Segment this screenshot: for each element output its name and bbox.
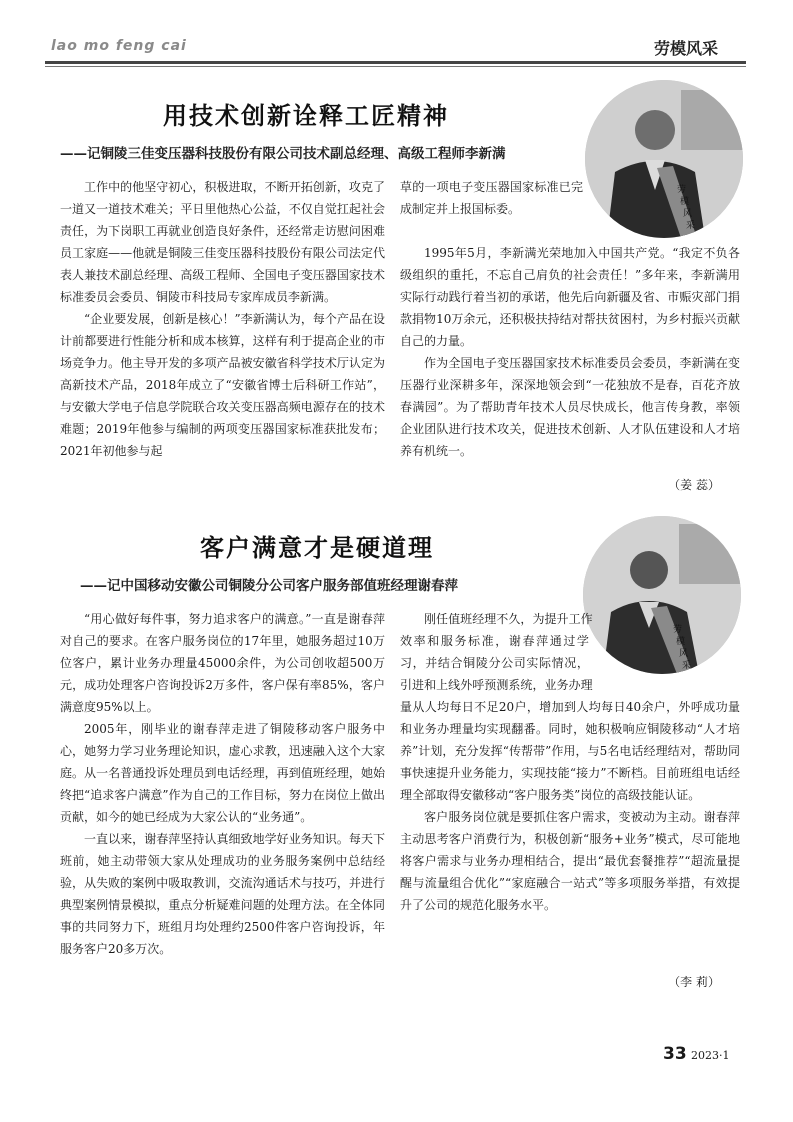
article1-column-right-top (400, 176, 583, 220)
sash-char: 劳 (673, 625, 683, 635)
article1-subtitle: ——记铜陵三佳变压器科技股份有限公司技术副总经理、高级工程师李新满 (60, 146, 506, 162)
article1-column-left (60, 176, 385, 462)
article2-title: 客户满意才是硬道理 (200, 534, 434, 562)
sash-char: 采 (686, 221, 696, 231)
header-rule-thin (45, 66, 746, 67)
article2-column-right (400, 608, 740, 916)
sash-char: 模 (680, 197, 690, 207)
sash-char: 采 (682, 661, 692, 671)
sash-char: 模 (676, 637, 686, 647)
paragraph: 作为全国电子变压器国家技术标准委员会委员，李新满在变压器行业深耕多年，深深地领会到“一花独放不是春，百花齐放春满园”。为了帮助青年技术人员尽快成长，他言传身教，率领企业团队进行技术攻关，促进技术创新、人才队伍建设和人才培养有机统一。 (400, 356, 740, 458)
article1-author: （姜 蕊） (668, 478, 720, 492)
issue-number: 2023·1 (691, 1049, 730, 1062)
sash-char: 风 (683, 209, 693, 219)
paragraph: “企业要发展，创新是核心！”李新满认为，每个产品在设计前都要进行性能分析和成本核算，这样有利于提高企业的市场竞争力。他主导开发的多项产品被安徽省科学技术厅认定为高新技术产品，2018年成立了“安徽省博士后科研工作站”，与安徽大学电子信息学院联合攻关变压器高频电源存在的技术难题；2019年他参与编制的两项变压器国家标准获批发布；2021年初他参与起 (60, 312, 385, 458)
header-rule (45, 61, 746, 64)
article2-author: （李 莉） (668, 975, 720, 989)
article2-column-left (60, 608, 385, 960)
paragraph: “用心做好每件事，努力追求客户的满意。”一直是谢春萍对自己的要求。在客户服务岗位的17年里，她服务超过10万位客户，累计业务办理量45000余件，为公司创收超500万元，成功处理客户咨询投诉2万多件，客户保有率85%，客户满意度95%以上。 (60, 612, 385, 714)
paragraph: 2005年，刚毕业的谢春萍走进了铜陵移动客户服务中心，她努力学习业务理论知识，虚心求教，迅速融入这个大家庭。从一名普通投诉处理员到电话经理，再到值班经理，她始终把“追求客户满意”作为自己的工作目标，努力在岗位上做出贡献，如今的她已经成为大家公认的“业务通”。 (60, 722, 385, 824)
sash-char: 风 (679, 649, 689, 659)
section-pinyin: lao mo feng cai (51, 38, 187, 54)
article1-title: 用技术创新诠释工匠精神 (163, 102, 449, 130)
paragraph: 草的一项电子变压器国家标准已完成制定并上报国标委。 (400, 180, 583, 216)
article1-photo (585, 80, 743, 238)
paragraph: 客户服务岗位就是要抓住客户需求，变被动为主动。谢春萍主动思考客户消费行为，积极创新“服务+业务”模式，尽可能地将客户需求与业务办理相结合，提出“最优套餐推荐”“超流量提醒与流量组合优化”“家庭融合一站式”等多项服务举措，有效提升了公司的规范化服务水平。 (400, 810, 740, 912)
paragraph: 工作中的他坚守初心，积极进取，不断开拓创新，攻克了一道又一道技术难关；平日里他热心公益，不仅自觉扛起社会责任，为下岗职工再就业创造良好条件，还经常走访慰问困难员工家庭——他就是铜陵三佳变压器科技股份有限公司法定代表人兼技术副总经理、高级工程师、全国电子变压器国家技术标准委员会委员、铜陵市科技局专家库成员李新满。 (60, 180, 385, 304)
sash-char: 劳 (677, 185, 687, 195)
page-number: 33 (663, 1044, 687, 1064)
paragraph: 刚任值班经理不久，为提升工作效率和服务标准，谢春萍通过学习，并结合铜陵分公司实际情况，引进和上线外呼预测系统，业务办理量从人均每日不足20户，增加到人均每日40余户，外呼成功量和业务办理量均实现翻番。同时，她积极响应铜陵移动“人才培养”计划，充分发挥“传帮带”作用，与5名电话经理结对，帮助同事快速提升业务能力，实现技能“接力”不断档。目前班组电话经理全部取得安徽移动“客户服务类”岗位的高级技能认证。 (400, 612, 740, 802)
paragraph: 1995年5月，李新满光荣地加入中国共产党。“我定不负各级组织的重托，不忘自己肩负的社会责任！”多年来，李新满用实际行动践行着当初的承诺，他先后向新疆及省、市赈灾部门捐款捐物10万余元，还积极扶持结对帮扶贫困村，为乡村振兴贡献自己的力量。 (400, 246, 740, 348)
paragraph: 一直以来，谢春萍坚持认真细致地学好业务知识。每天下班前，她主动带领大家从处理成功的业务服务案例中总结经验，从失败的案例中吸取教训，交流沟通话术与技巧，并进行典型案例情景模拟，重点分析疑难问题的处理方法。在全体同事的共同努力下，班组月均处理约2500件客户咨询投诉，年服务客户20多万次。 (60, 832, 385, 956)
article1-column-right (400, 242, 740, 462)
article2-subtitle: ——记中国移动安徽公司铜陵分公司客户服务部值班经理谢春萍 (80, 578, 458, 594)
section-title: 劳模风采 (654, 39, 719, 58)
